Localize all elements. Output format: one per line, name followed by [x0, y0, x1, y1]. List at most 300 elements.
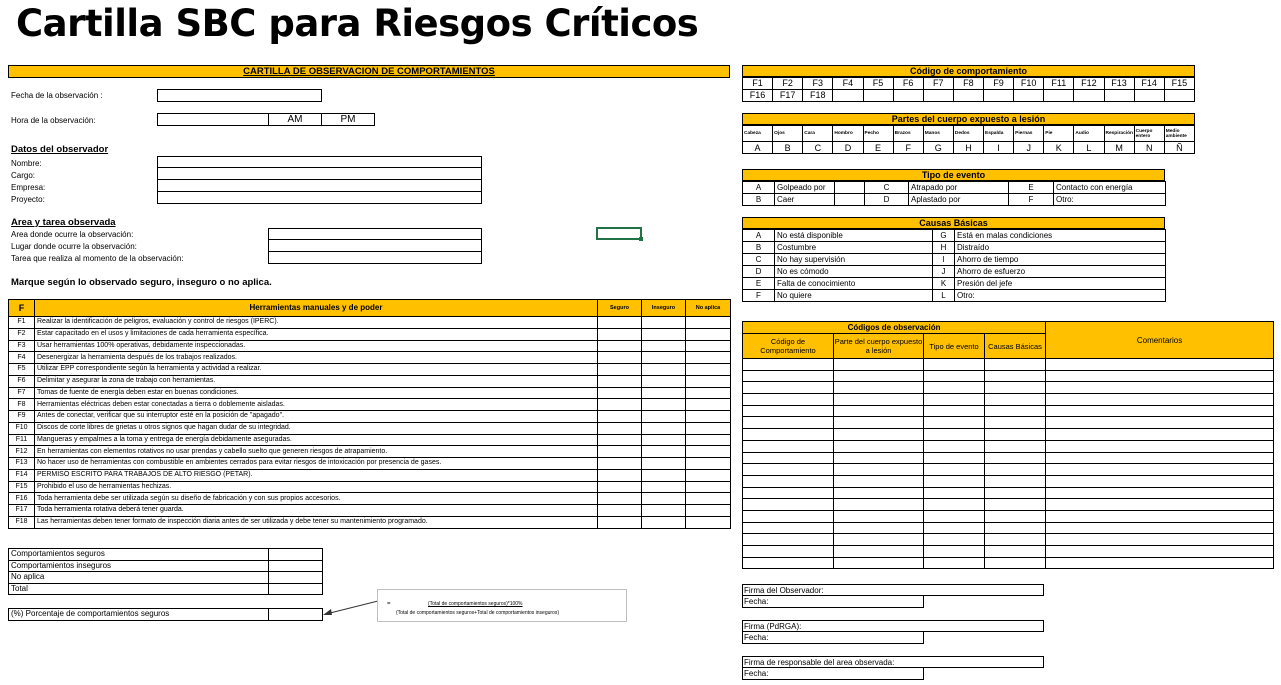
event-spacer — [835, 194, 865, 206]
observation-cell[interactable] — [834, 499, 924, 511]
cell-seguro[interactable] — [598, 317, 642, 329]
instruction-text: Marque según lo observado seguro, inseguro o no aplica. — [11, 277, 272, 288]
cause-text: Costumbre — [775, 242, 933, 254]
cause-letter: L — [933, 290, 955, 302]
row-code: F12 — [9, 446, 35, 458]
cell-seguro[interactable] — [598, 352, 642, 364]
observation-cell[interactable] — [1046, 394, 1274, 406]
cause-text: No quiere — [775, 290, 933, 302]
observation-cell[interactable] — [924, 522, 985, 534]
observation-cell[interactable] — [743, 382, 834, 394]
observation-cell[interactable] — [834, 359, 924, 371]
cell-seguro[interactable] — [598, 411, 642, 423]
cell-seguro[interactable] — [598, 493, 642, 505]
table-row — [743, 464, 1274, 476]
event-text: Aplastado por — [909, 194, 1009, 206]
cell-noaplica[interactable] — [686, 434, 731, 446]
code-cell-empty — [1164, 90, 1194, 102]
observation-cell[interactable] — [743, 440, 834, 452]
table-row — [743, 522, 1274, 534]
partes-cuerpo-title: Partes del cuerpo expuesto a lesión — [742, 113, 1195, 125]
cell-noaplica[interactable] — [686, 340, 731, 352]
proyecto-field[interactable] — [157, 192, 482, 204]
list-item — [743, 290, 1166, 302]
cause-text: No hay supervisión — [775, 254, 933, 266]
row-code: F6 — [9, 375, 35, 387]
tarea-field[interactable] — [268, 252, 482, 264]
cell-seguro[interactable] — [598, 516, 642, 528]
observation-cell[interactable] — [924, 546, 985, 558]
observation-cell[interactable] — [834, 464, 924, 476]
observation-cell[interactable] — [1046, 487, 1274, 499]
observation-cell[interactable] — [985, 417, 1046, 429]
observer-heading: Datos del observador — [11, 144, 109, 155]
cell-noaplica[interactable] — [686, 387, 731, 399]
row-text: Toda herramienta rotativa deberá tener guarda. — [35, 505, 598, 517]
cause-text: Otro: — [955, 290, 1166, 302]
cell-inseguro[interactable] — [642, 387, 686, 399]
observation-cell[interactable] — [985, 475, 1046, 487]
col-inseguro-header: Inseguro — [642, 300, 686, 317]
observation-cell[interactable] — [985, 522, 1046, 534]
row-text: Delimitar y asegurar la zona de trabajo con herramientas. — [35, 375, 598, 387]
observation-cell[interactable] — [834, 510, 924, 522]
observation-cell[interactable] — [743, 522, 834, 534]
comentarios-header: Comentarios — [1046, 322, 1274, 359]
summary-total-value[interactable] — [269, 583, 323, 595]
observation-cell[interactable] — [1046, 534, 1274, 546]
code-cell-empty — [1104, 90, 1134, 102]
cell-inseguro[interactable] — [642, 399, 686, 411]
observation-cell[interactable] — [924, 534, 985, 546]
observation-cell[interactable] — [1046, 370, 1274, 382]
codigos-observacion-table — [742, 321, 1274, 569]
observation-cell[interactable] — [985, 382, 1046, 394]
code-cell: F4 — [833, 78, 863, 90]
list-item — [743, 242, 1166, 254]
fecha-observador[interactable]: Fecha: — [742, 596, 924, 608]
table-row — [9, 434, 731, 446]
observation-cell[interactable] — [1046, 440, 1274, 452]
row-code: F10 — [9, 422, 35, 434]
nombre-field[interactable] — [157, 156, 482, 168]
table-row — [9, 493, 731, 505]
body-part-letter: N — [1134, 142, 1164, 154]
code-cell: F8 — [953, 78, 983, 90]
cell-noaplica[interactable] — [686, 446, 731, 458]
table-row — [743, 557, 1274, 569]
body-part-letter: J — [1014, 142, 1044, 154]
observation-cell[interactable] — [985, 510, 1046, 522]
cartilla-header: CARTILLA DE OBSERVACION DE COMPORTAMIENTOS — [8, 65, 730, 78]
cell-seguro[interactable] — [598, 458, 642, 470]
row-code: F13 — [9, 458, 35, 470]
cause-letter: D — [743, 266, 775, 278]
observation-cell[interactable] — [1046, 382, 1274, 394]
observation-cell[interactable] — [834, 429, 924, 441]
observation-cell[interactable] — [924, 429, 985, 441]
page-title: Cartilla SBC para Riesgos Críticos — [16, 2, 699, 45]
code-cell: F14 — [1134, 78, 1164, 90]
cell-seguro[interactable] — [598, 328, 642, 340]
row-text: Toda herramienta debe ser utilizada según su diseño de fabricación y con sus propios accesorios. — [35, 493, 598, 505]
cell-inseguro[interactable] — [642, 481, 686, 493]
cell-inseguro[interactable] — [642, 411, 686, 423]
firma-pdrga[interactable]: Firma (PdRGA): — [742, 620, 1044, 632]
observation-cell[interactable] — [1046, 557, 1274, 569]
body-part-letter: E — [863, 142, 893, 154]
table-row — [9, 481, 731, 493]
observation-cell[interactable] — [834, 382, 924, 394]
observation-cell[interactable] — [985, 405, 1046, 417]
observation-cell[interactable] — [743, 359, 834, 371]
observation-cell[interactable] — [834, 370, 924, 382]
table-row — [743, 475, 1274, 487]
code-cell: F12 — [1074, 78, 1104, 90]
cell-seguro[interactable] — [598, 505, 642, 517]
cell-inseguro[interactable] — [642, 317, 686, 329]
table-row — [9, 375, 731, 387]
row-text: Las herramientas deben tener formato de inspección diaria antes de ser utilizada y debe tener su mantenimiento programado. — [35, 516, 598, 528]
observation-cell[interactable] — [985, 452, 1046, 464]
table-row — [743, 534, 1274, 546]
causas-basicas-subheader: Causas Básicas — [985, 334, 1046, 359]
row-code: F5 — [9, 364, 35, 376]
cell-inseguro[interactable] — [642, 352, 686, 364]
observation-cell[interactable] — [1046, 417, 1274, 429]
body-part-letter: C — [803, 142, 833, 154]
fecha-pdrga[interactable]: Fecha: — [742, 632, 924, 644]
observation-cell[interactable] — [924, 382, 985, 394]
observation-cell[interactable] — [834, 405, 924, 417]
observation-cell[interactable] — [924, 405, 985, 417]
summary-noaplica-value[interactable] — [269, 572, 323, 584]
observation-cell[interactable] — [985, 394, 1046, 406]
observation-cell[interactable] — [985, 546, 1046, 558]
table-row — [743, 499, 1274, 511]
table-row — [9, 446, 731, 458]
code-cell: F17 — [773, 90, 803, 102]
observation-cell[interactable] — [743, 464, 834, 476]
summary-inseguros-label: Comportamientos inseguros — [9, 560, 269, 572]
observation-cell[interactable] — [743, 557, 834, 569]
list-item — [743, 230, 1166, 242]
observation-cell[interactable] — [743, 452, 834, 464]
partes-cuerpo-table — [742, 125, 1195, 154]
cell-noaplica[interactable] — [686, 411, 731, 423]
cell-seguro[interactable] — [598, 364, 642, 376]
body-part-letter: K — [1044, 142, 1074, 154]
proyecto-label: Proyecto: — [11, 195, 45, 204]
observation-cell[interactable] — [743, 510, 834, 522]
body-part-letter: B — [773, 142, 803, 154]
observation-cell[interactable] — [743, 394, 834, 406]
cell-noaplica[interactable] — [686, 481, 731, 493]
observation-cell[interactable] — [985, 440, 1046, 452]
table-row — [743, 359, 1274, 371]
table-row — [743, 417, 1274, 429]
hora-field[interactable] — [157, 113, 269, 126]
cell-inseguro[interactable] — [642, 505, 686, 517]
observation-cell[interactable] — [924, 475, 985, 487]
code-cell: F18 — [803, 90, 833, 102]
observation-cell[interactable] — [834, 557, 924, 569]
body-part-name: Espalda — [984, 126, 1014, 142]
observation-cell[interactable] — [743, 546, 834, 558]
cell-inseguro[interactable] — [642, 516, 686, 528]
event-text: Otro: — [1054, 194, 1166, 206]
observation-cell[interactable] — [834, 534, 924, 546]
cell-inseguro[interactable] — [642, 493, 686, 505]
code-cell: F11 — [1044, 78, 1074, 90]
table-row — [9, 364, 731, 376]
cell-noaplica[interactable] — [686, 469, 731, 481]
lugar-label: Lugar donde ocurre la observación: — [11, 242, 137, 251]
cause-letter: C — [743, 254, 775, 266]
parte-cuerpo-subheader: Parte del cuerpo expuesto a lesión — [834, 334, 924, 359]
body-part-name: Brazos — [893, 126, 923, 142]
formula-denominator: (Total de comportamientos seguros+Total de comportamientos inseguros) — [396, 610, 559, 616]
code-cell: F5 — [863, 78, 893, 90]
row-text: Estar capacitado en el usos y limitaciones de cada herramienta específica. — [35, 328, 598, 340]
cell-seguro[interactable] — [598, 375, 642, 387]
cell-noaplica[interactable] — [686, 422, 731, 434]
firma-responsable[interactable]: Firma de responsable del area observada: — [742, 656, 1044, 668]
observation-cell[interactable] — [743, 417, 834, 429]
cause-letter: K — [933, 278, 955, 290]
observation-cell[interactable] — [1046, 522, 1274, 534]
cell-noaplica[interactable] — [686, 505, 731, 517]
lugar-field[interactable] — [268, 240, 482, 252]
code-cell: F10 — [1014, 78, 1044, 90]
table-row — [743, 405, 1274, 417]
cause-letter: F — [743, 290, 775, 302]
cell-noaplica[interactable] — [686, 458, 731, 470]
summary-seguros-label: Comportamientos seguros — [9, 549, 269, 561]
table-row — [743, 510, 1274, 522]
body-part-name: Cuerpo entero — [1134, 126, 1164, 142]
table-row — [9, 399, 731, 411]
pm-option[interactable]: PM — [321, 113, 375, 126]
observation-cell[interactable] — [985, 534, 1046, 546]
table-row — [743, 429, 1274, 441]
table-row — [743, 452, 1274, 464]
observation-cell[interactable] — [985, 370, 1046, 382]
table-row — [743, 440, 1274, 452]
fecha-label: Fecha de la observación : — [11, 91, 103, 100]
row-code: F4 — [9, 352, 35, 364]
observation-cell[interactable] — [743, 487, 834, 499]
row-text: Discos de corte libres de grietas u otros signos que hagan dudar de su integridad. — [35, 422, 598, 434]
row-code: F7 — [9, 387, 35, 399]
observation-cell[interactable] — [924, 510, 985, 522]
observation-cell[interactable] — [1046, 510, 1274, 522]
cell-inseguro[interactable] — [642, 375, 686, 387]
fecha-field[interactable] — [157, 89, 322, 102]
observation-cell[interactable] — [834, 452, 924, 464]
observation-cell[interactable] — [985, 464, 1046, 476]
observation-cell[interactable] — [1046, 475, 1274, 487]
cell-noaplica[interactable] — [686, 317, 731, 329]
codigos-observacion-title: Códigos de observación — [743, 322, 1046, 334]
cell-noaplica[interactable] — [686, 399, 731, 411]
row-code: F2 — [9, 328, 35, 340]
cell-seguro[interactable] — [598, 399, 642, 411]
observation-cell[interactable] — [985, 429, 1046, 441]
observation-cell[interactable] — [834, 522, 924, 534]
code-cell-empty — [1074, 90, 1104, 102]
observation-cell[interactable] — [743, 405, 834, 417]
cell-seguro[interactable] — [598, 434, 642, 446]
cell-seguro[interactable] — [598, 469, 642, 481]
row-code: F3 — [9, 340, 35, 352]
empresa-field[interactable] — [157, 180, 482, 192]
observation-cell[interactable] — [924, 557, 985, 569]
nombre-label: Nombre: — [11, 159, 42, 168]
cell-inseguro[interactable] — [642, 422, 686, 434]
observation-cell[interactable] — [743, 499, 834, 511]
code-cell-empty — [1014, 90, 1044, 102]
cell-inseguro[interactable] — [642, 340, 686, 352]
cell-seguro[interactable] — [598, 387, 642, 399]
code-cell-empty — [863, 90, 893, 102]
summary-seguros-value[interactable] — [269, 549, 323, 561]
cell-inseguro[interactable] — [642, 328, 686, 340]
row-code: F9 — [9, 411, 35, 423]
cause-letter: G — [933, 230, 955, 242]
tipo-evento-subheader: Tipo de evento — [924, 334, 985, 359]
observation-cell[interactable] — [834, 394, 924, 406]
observation-cell[interactable] — [985, 359, 1046, 371]
formula-numerator: (Total de comportamientos seguros)*100% — [428, 601, 523, 607]
body-part-name: Respiración — [1104, 126, 1134, 142]
observation-cell[interactable] — [743, 429, 834, 441]
fill-handle[interactable] — [639, 237, 643, 241]
observation-cell[interactable] — [924, 359, 985, 371]
tools-table — [8, 299, 731, 529]
table-row — [743, 394, 1274, 406]
observation-cell[interactable] — [924, 452, 985, 464]
cell-seguro[interactable] — [598, 422, 642, 434]
observation-cell[interactable] — [1046, 464, 1274, 476]
observation-cell[interactable] — [1046, 359, 1274, 371]
cell-inseguro[interactable] — [642, 434, 686, 446]
row-code: F8 — [9, 399, 35, 411]
code-cell: F16 — [743, 90, 773, 102]
col-herramientas-header: Herramientas manuales y de poder — [35, 300, 598, 317]
cell-noaplica[interactable] — [686, 352, 731, 364]
body-part-letter: I — [984, 142, 1014, 154]
cell-inseguro[interactable] — [642, 364, 686, 376]
body-part-name: Ojos — [773, 126, 803, 142]
percent-value[interactable] — [269, 609, 323, 621]
col-seguro-header: Seguro — [598, 300, 642, 317]
cargo-field[interactable] — [157, 168, 482, 180]
area-field[interactable] — [268, 228, 482, 240]
observation-cell[interactable] — [924, 464, 985, 476]
observation-cell[interactable] — [924, 370, 985, 382]
code-cell-empty — [1134, 90, 1164, 102]
observation-cell[interactable] — [743, 370, 834, 382]
cell-seguro[interactable] — [598, 446, 642, 458]
observation-cell[interactable] — [924, 499, 985, 511]
firma-observador[interactable]: Firma del Observador: — [742, 584, 1044, 596]
observation-cell[interactable] — [924, 487, 985, 499]
observation-cell[interactable] — [834, 475, 924, 487]
row-text: En herramientas con elementos rotativos no usar prendas y cabello suelto que generen riesgos de atrapamiento. — [35, 446, 598, 458]
body-part-name: Piernas — [1014, 126, 1044, 142]
table-row — [743, 382, 1274, 394]
observation-cell[interactable] — [985, 499, 1046, 511]
col-f-header: F — [9, 300, 35, 317]
cell-noaplica[interactable] — [686, 375, 731, 387]
cell-inseguro[interactable] — [642, 469, 686, 481]
body-part-name: Pie — [1044, 126, 1074, 142]
observation-cell[interactable] — [1046, 405, 1274, 417]
observation-cell[interactable] — [924, 417, 985, 429]
cell-inseguro[interactable] — [642, 446, 686, 458]
observation-cell[interactable] — [834, 546, 924, 558]
table-row — [9, 317, 731, 329]
cell-noaplica[interactable] — [686, 493, 731, 505]
observation-cell[interactable] — [1046, 546, 1274, 558]
summary-table — [8, 548, 323, 595]
cell-inseguro[interactable] — [642, 458, 686, 470]
am-option[interactable]: AM — [268, 113, 322, 126]
body-part-letter: D — [833, 142, 863, 154]
observation-cell[interactable] — [985, 557, 1046, 569]
col-noaplica-header: No aplica — [686, 300, 731, 317]
cause-text: Distraído — [955, 242, 1166, 254]
cause-text: Ahorro de tiempo — [955, 254, 1166, 266]
observation-cell[interactable] — [743, 534, 834, 546]
table-row — [9, 422, 731, 434]
observation-cell[interactable] — [1046, 452, 1274, 464]
cause-text: No está disponible — [775, 230, 933, 242]
summary-inseguros-value[interactable] — [269, 560, 323, 572]
cell-noaplica[interactable] — [686, 364, 731, 376]
cell-noaplica[interactable] — [686, 328, 731, 340]
table-row — [9, 340, 731, 352]
body-part-name: Hombro — [833, 126, 863, 142]
observation-cell[interactable] — [924, 440, 985, 452]
cause-letter: J — [933, 266, 955, 278]
observation-cell[interactable] — [1046, 429, 1274, 441]
row-code: F1 — [9, 317, 35, 329]
observation-cell[interactable] — [834, 487, 924, 499]
table-row — [743, 487, 1274, 499]
cause-letter: I — [933, 254, 955, 266]
code-cell-empty — [953, 90, 983, 102]
tipo-evento-title: Tipo de evento — [742, 169, 1165, 181]
fecha-responsable[interactable]: Fecha: — [742, 668, 924, 680]
body-part-name: Medio ambiente — [1164, 126, 1194, 142]
observation-cell[interactable] — [1046, 499, 1274, 511]
table-row — [9, 505, 731, 517]
cause-text: Está en malas condiciones — [955, 230, 1166, 242]
cell-seguro[interactable] — [598, 481, 642, 493]
cell-seguro[interactable] — [598, 340, 642, 352]
cell-noaplica[interactable] — [686, 516, 731, 528]
observation-cell[interactable] — [985, 487, 1046, 499]
observation-cell[interactable] — [834, 440, 924, 452]
body-part-letter: H — [953, 142, 983, 154]
observation-cell[interactable] — [924, 394, 985, 406]
selected-cell[interactable] — [596, 227, 642, 240]
codigo-comportamiento-table — [742, 77, 1195, 102]
observation-cell[interactable] — [743, 475, 834, 487]
observation-cell[interactable] — [834, 417, 924, 429]
